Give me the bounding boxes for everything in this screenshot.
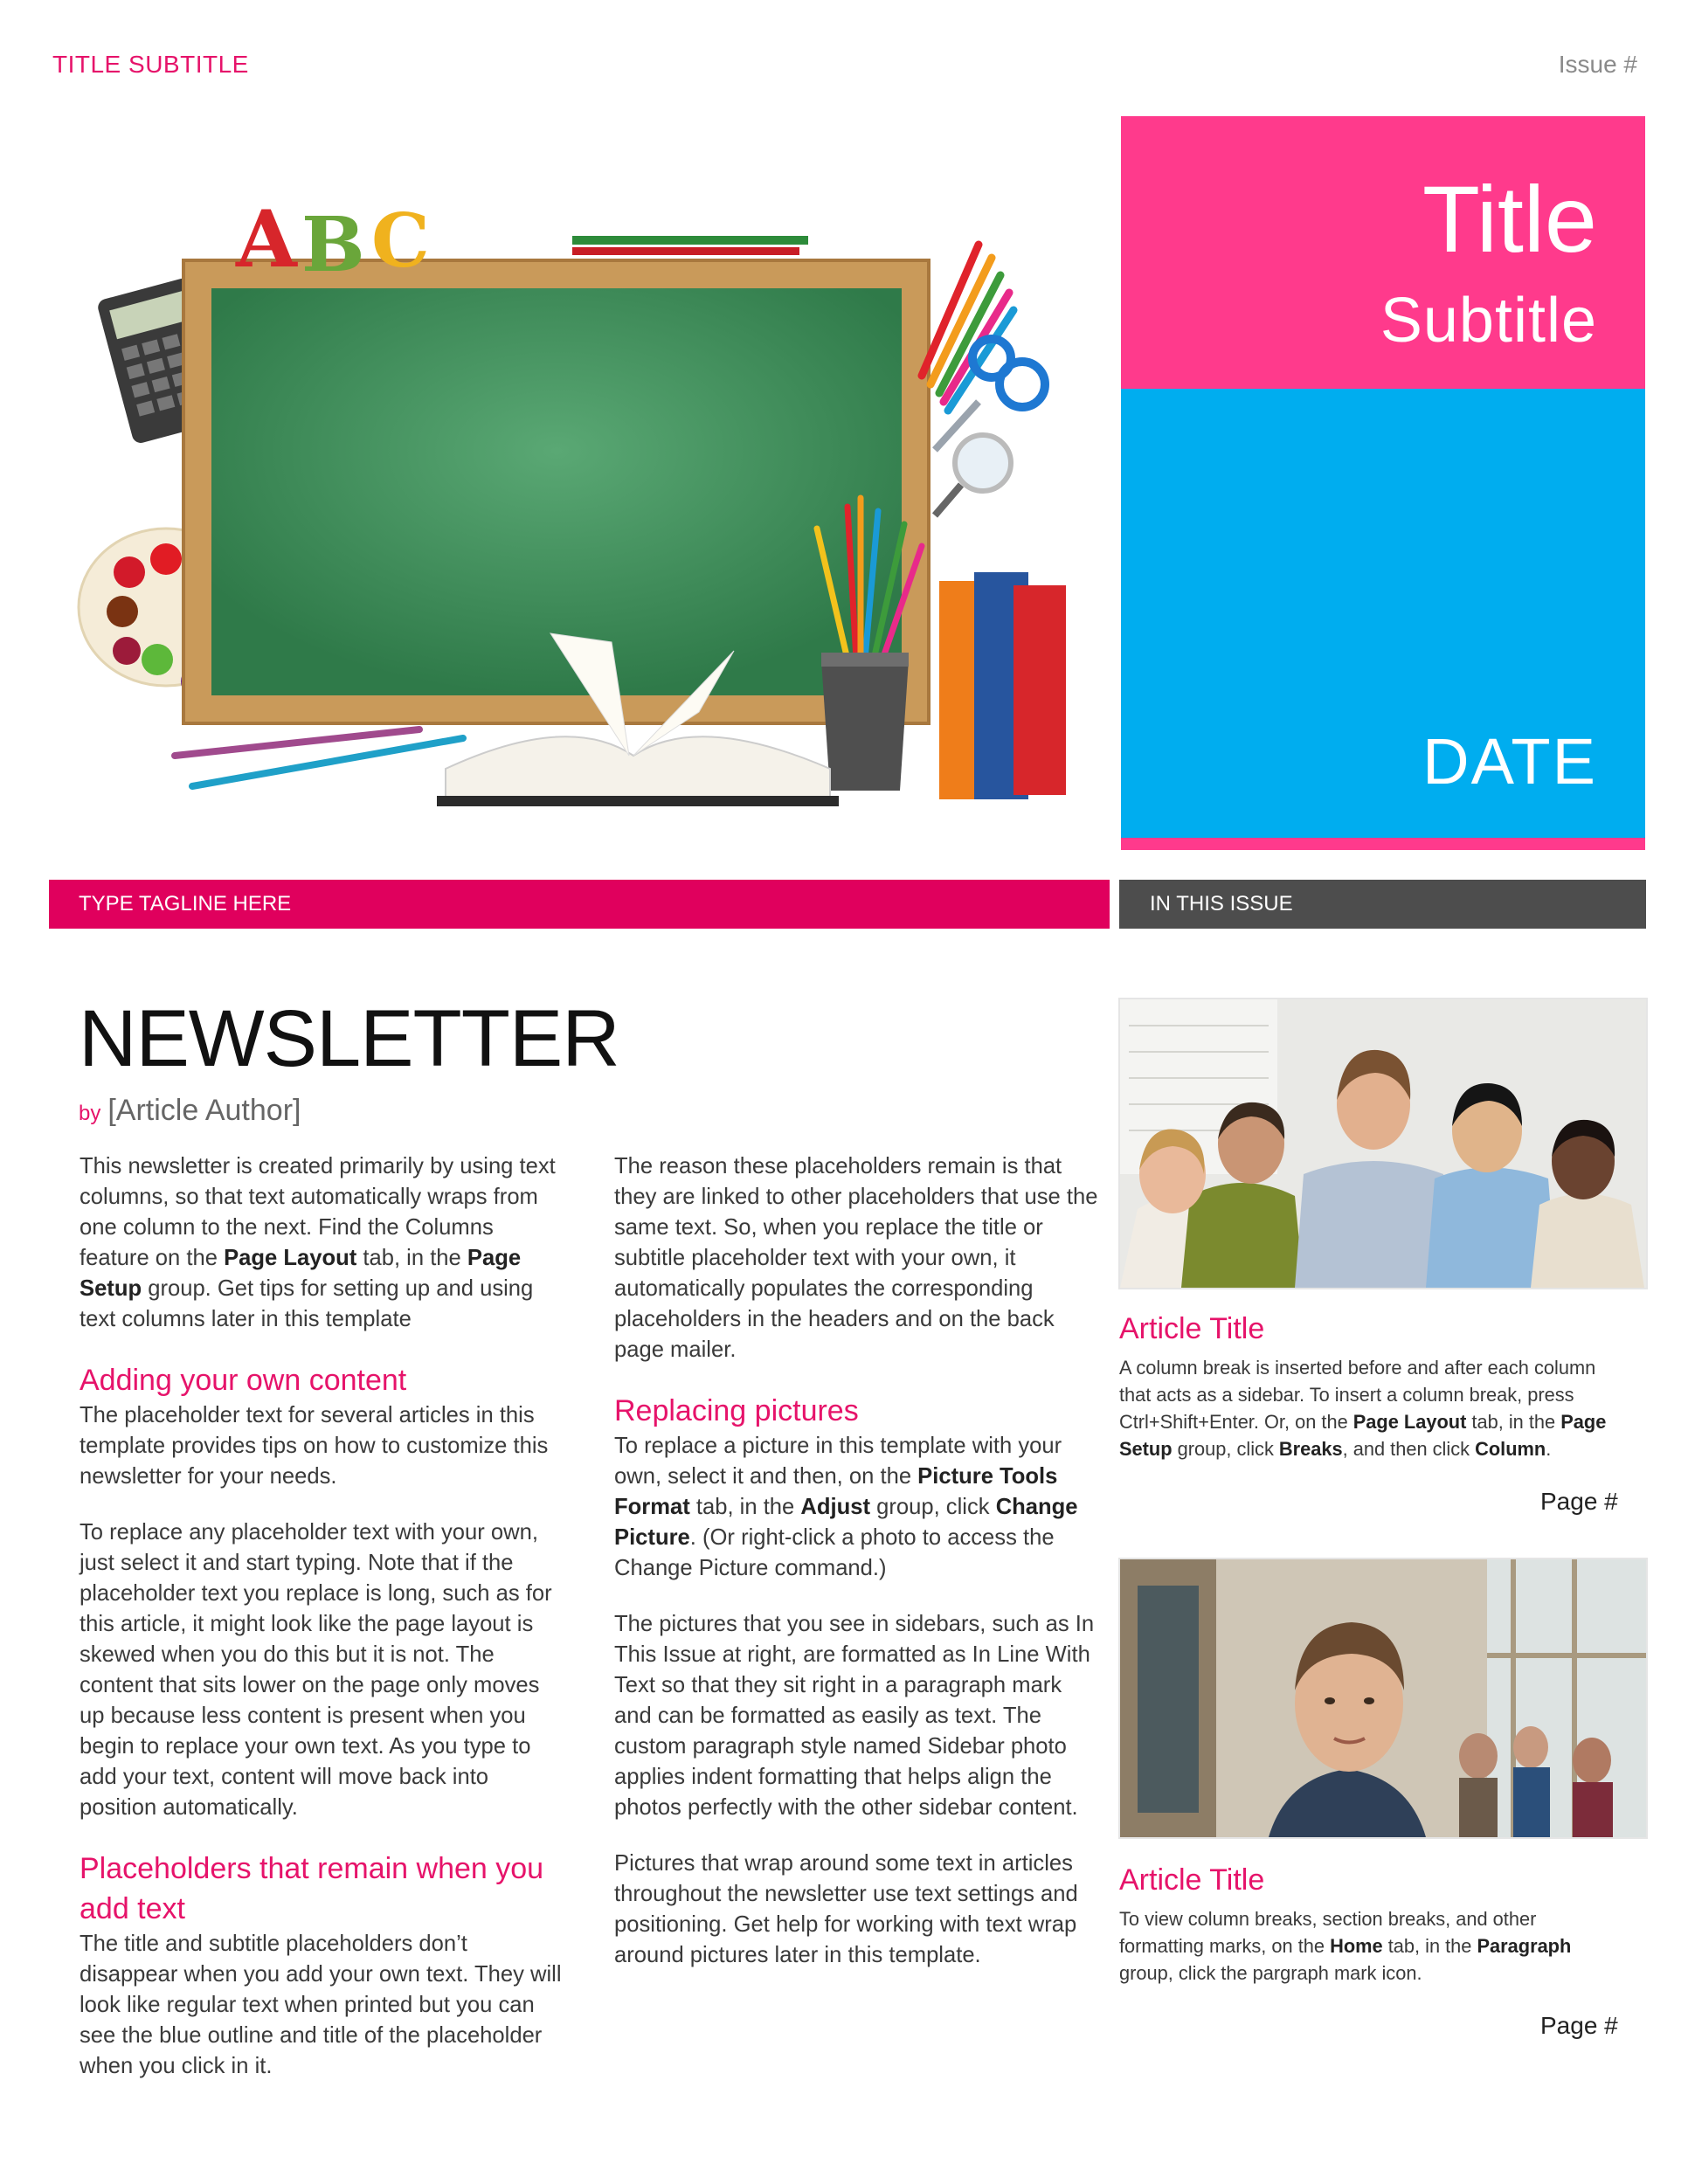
header-title-subtitle: TITLE SUBTITLE [52, 51, 249, 78]
paragraph: To replace any placeholder text with your own, just select it and start typing. Note that if the placeholder text you replace is long, such as for this article, it might look like the page layout is skewed when you do this but it is not. The content that sits lower on the page only moves up because less content is present when you begin to replace your own text. As you type to add your text, content will move back into position automatically. [80, 1520, 552, 1820]
byline-by: by [79, 1102, 101, 1125]
students-group-photo [1118, 998, 1648, 1289]
masthead-date: DATE [1422, 725, 1597, 798]
article-column-2 [614, 1151, 1103, 1996]
sidebar-article-title-2: Article Title [1119, 1863, 1265, 1897]
section-heading: Replacing pictures [614, 1394, 859, 1427]
svg-text:A: A [236, 193, 297, 286]
svg-text:B: B [301, 201, 365, 289]
header-issue-number: Issue # [1558, 51, 1637, 78]
paragraph: The placeholder text for several articles in this template provides tips on how to customize this newsletter for your needs. [80, 1403, 549, 1489]
school-supplies-illustration [70, 188, 1075, 834]
masthead-title: Title [1422, 166, 1597, 272]
sidebar-page-number-1: Page # [1540, 1488, 1618, 1515]
tagline-bar: TYPE TAGLINE HERE [49, 880, 1110, 929]
sidebar-article-title-1: Article Title [1119, 1312, 1265, 1345]
sidebar-article-text-1: A column break is inserted before and after each column that acts as a sidebar. To insert a column break, press Ctrl+Shift+Enter. Or, on the Page Layout tab, in the Page Setup group, click Breaks, and then click Column. [1119, 1357, 1607, 1460]
paragraph: To replace a picture in this template with your own, select it and then, on the Picture Tools Format tab, in the Adjust group, click Change Picture. (Or right-click a photo to access the Change Picture command.) [614, 1434, 1078, 1580]
paragraph: The reason these placeholders remain is that they are linked to other placeholders that use the same text. So, when you replace the title or subtitle placeholder text with your own, it automatically populates the corresponding placeholders in the headers and on the back page mailer. [614, 1154, 1098, 1362]
paragraph: This newsletter is created primarily by using text columns, so that text automatically wraps from one column to the next. Find the Columns feature on the Page Layout tab, in the Page Setup group. Get tips for setting up and using text columns later in this template [80, 1154, 556, 1331]
young-man-photo [1118, 1558, 1648, 1839]
byline-author: [Article Author] [107, 1094, 301, 1127]
sidebar-page-number-2: Page # [1540, 2012, 1618, 2039]
paragraph: Pictures that wrap around some text in articles throughout the newsletter use text settings and positioning. Get help for working with text wrap around pictures later in this template. [614, 1851, 1078, 1967]
masthead-date-block [1121, 389, 1645, 850]
article-heading: NEWSLETTER [79, 994, 619, 1083]
byline [79, 1094, 301, 1128]
article-column-1 [80, 1151, 569, 2107]
paragraph: The title and subtitle placeholders don’t disappear when you add your own text. They will look like regular text when printed but you can see the blue outline and title of the placeholder when you click in it. [80, 1932, 562, 2078]
in-this-issue-bar: IN THIS ISSUE [1119, 880, 1646, 929]
paragraph: The pictures that you see in sidebars, such as In This Issue at right, are formatted as In Line With Text so that they sit right in a paragraph mark and can be formatted as easily as text. The custom paragraph style named Sidebar photo applies indent formatting that helps align the photos perfectly with the other sidebar content. [614, 1612, 1095, 1820]
masthead-subtitle: Subtitle [1380, 286, 1597, 356]
section-heading: Adding your own content [80, 1364, 407, 1397]
svg-text:C: C [371, 197, 430, 284]
sidebar-article-text-2: To view column breaks, section breaks, and other formatting marks, on the Home tab, in the Paragraph group, click the pargraph mark icon. [1119, 1908, 1572, 1984]
section-heading: Placeholders that remain when you add text [80, 1852, 544, 1925]
masthead-title-block [1121, 116, 1645, 389]
